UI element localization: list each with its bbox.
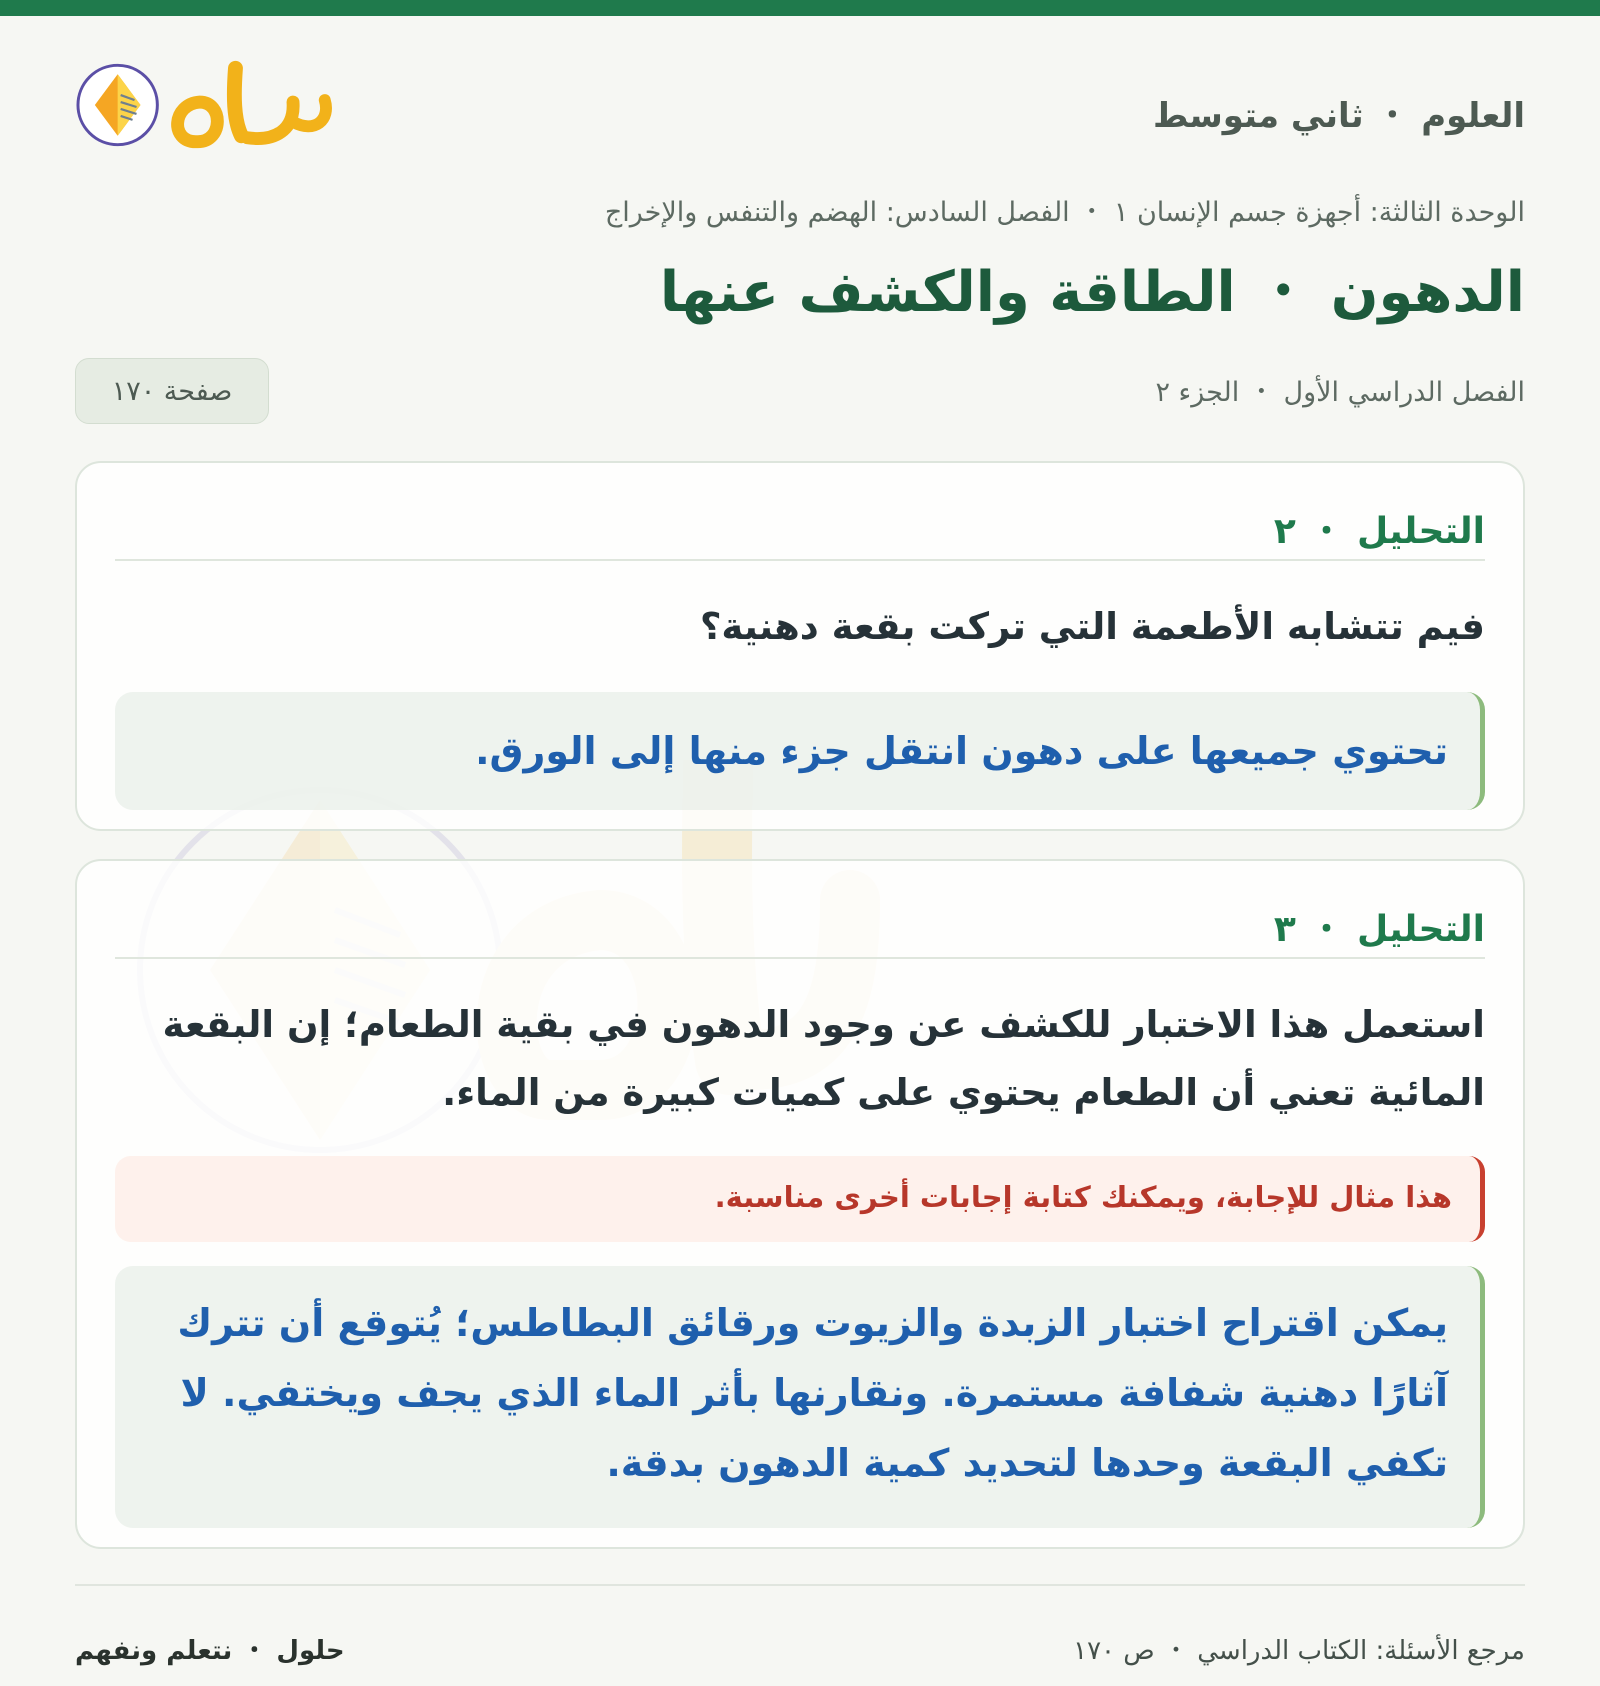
page-container <box>75 16 1525 1686</box>
note-text: هذا مثال للإجابة، ويمكنك كتابة إجابات أخرى مناسبة. <box>714 1180 1452 1214</box>
question-card <box>75 859 1525 1549</box>
top-accent-bar <box>0 0 1600 16</box>
answer-text: يمكن اقتراح اختبار الزبدة والزيوت ورقائق البطاطس؛ يُتوقع أن تترك آثارًا دهنية شفافة مستمرة. ونقارنها بأثر الماء الذي يجف ويختفي. لا تكفي البقعة وحدها لتحديد كمية الدهون بدقة. <box>177 1301 1448 1485</box>
semester-label: الفصل الدراسي الأول ・ الجزء ٢ <box>1155 377 1525 408</box>
answer-box <box>115 1266 1485 1528</box>
subject-title: العلوم ・ ثاني متوسط <box>1152 96 1525 136</box>
card-header <box>115 497 1485 561</box>
brand-logo[interactable] <box>75 50 335 160</box>
card-label: التحليل ・ ٣ <box>1273 909 1485 950</box>
breadcrumb: الوحدة الثالثة: أجهزة جسم الإنسان ١ ・ الفصل السادس: الهضم والتنفس والإخراج <box>604 197 1525 228</box>
page-title: الدهون ・ الطاقة والكشف عنها <box>659 260 1525 325</box>
card-label: التحليل ・ ٢ <box>1273 511 1485 552</box>
brand-logo-wordmark <box>166 50 335 160</box>
page-header <box>75 16 1525 408</box>
footer-brand: حلول ・ نتعلم ونفهم <box>75 1636 345 1666</box>
question-card <box>75 461 1525 831</box>
footer-divider <box>75 1584 1525 1586</box>
book-diamond-icon <box>75 62 160 148</box>
card-header <box>115 895 1485 959</box>
page-number-badge: صفحة ١٧٠ <box>75 358 269 424</box>
answer-box <box>115 692 1485 810</box>
sample-answer-note <box>115 1156 1485 1242</box>
question-text: استعمل هذا الاختبار للكشف عن وجود الدهون في بقية الطعام؛ إن البقعة المائية تعني أن الطعام يحتوي على كميات كبيرة من الماء. <box>162 1003 1485 1114</box>
answer-text: تحتوي جميعها على دهون انتقل جزء منها إلى الورق. <box>475 729 1448 773</box>
footer-reference: مرجع الأسئلة: الكتاب الدراسي ・ ص ١٧٠ <box>1073 1636 1525 1666</box>
question-text: فيم تتشابه الأطعمة التي تركت بقعة دهنية؟ <box>699 605 1485 648</box>
